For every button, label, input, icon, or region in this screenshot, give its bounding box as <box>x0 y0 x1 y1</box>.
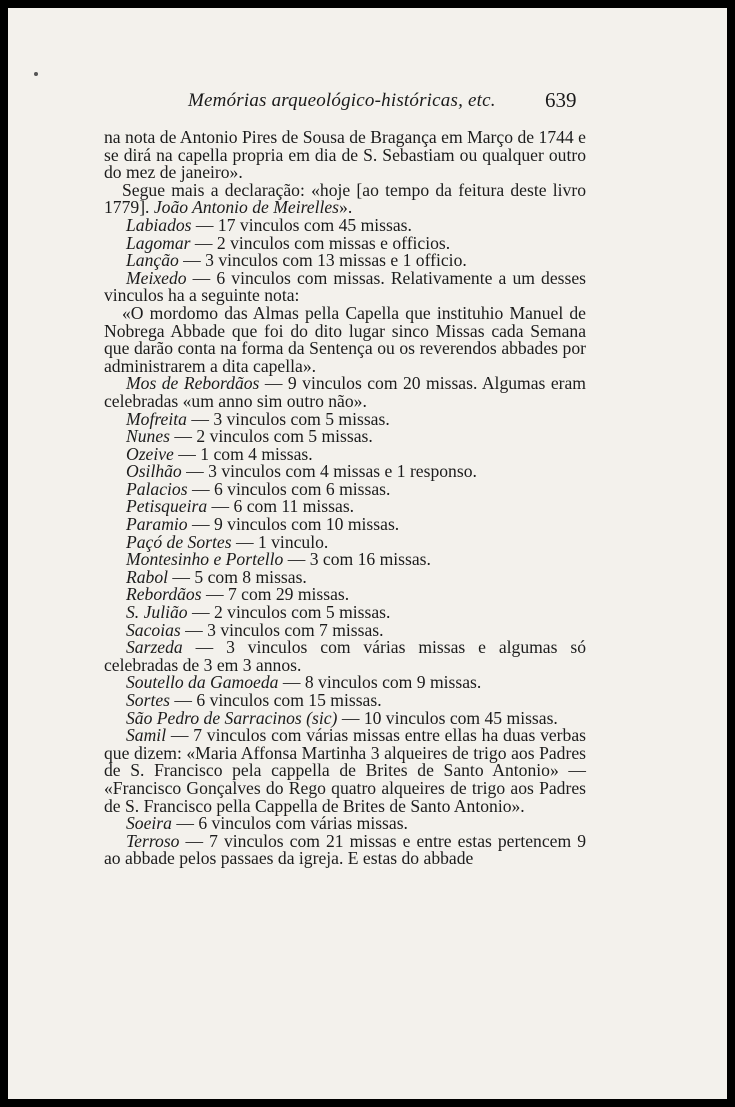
list-item: Lagomar — 2 vinculos com missas e officios. <box>126 232 451 253</box>
list-item: Soutello da Gamoeda — 8 vinculos com 9 missas. <box>126 672 482 693</box>
page-number: 639 <box>545 88 577 112</box>
running-title: Memórias arqueológico-históricas, etc. <box>188 90 496 111</box>
list-item: Paçó de Sortes — 1 vinculo. <box>126 531 329 552</box>
list-item: Terroso — 7 vinculos com 21 missas e entre estas pertencem 9 ao abbade pelos passaes da igreja. E estas do abbade <box>104 830 586 869</box>
list-item: Rebordãos — 7 com 29 missas. <box>126 584 350 605</box>
list-item: Osilhão — 3 vinculos com 4 missas e 1 responso. <box>126 461 477 482</box>
paragraph: Segue mais a declaração: «hoje [ao tempo da feitura deste livro 1779]. João Antonio de Meirelles». <box>104 179 586 218</box>
list-item: Paramio — 9 vinculos com 10 missas. <box>126 514 400 535</box>
list-item: Labiados — 17 vinculos com 45 missas. <box>126 214 412 235</box>
list-item: Montesinho e Portello — 3 com 16 missas. <box>126 549 431 570</box>
paragraph: na nota de Antonio Pires de Sousa de Bragança em Março de 1744 e se dirá na capella propria em dia de S. Sebastiam ou qualquer outro do mez de janeiro». <box>104 127 586 183</box>
list-item: São Pedro de Sarracinos (sic) — 10 vinculos com 45 missas. <box>126 707 558 728</box>
list-item: Petisqueira — 6 com 11 missas. <box>126 496 355 517</box>
list-item: Sortes — 6 vinculos com 15 missas. <box>126 690 382 710</box>
list-item: Ozeive — 1 com 4 missas. <box>126 443 313 464</box>
list-item: Nunes — 2 vinculos com 5 missas. <box>126 426 373 447</box>
list-item: Mos de Rebordãos — 9 vinculos com 20 missas. Algumas eram celebradas «um anno sim outro não». <box>104 373 586 411</box>
quotation: «O mordomo das Almas pella Capella que instituhio Manuel de Nobrega Abbade que foi do dito lugar sinco Missas cada Semana que darão conta na forma da Sentença ou os reverendos abbades por administrarem a dita capella». <box>104 302 586 376</box>
list-item: Lanção — 3 vinculos com 13 missas e 1 officio. <box>126 250 467 271</box>
list-item: S. Julião — 2 vinculos com 5 missas. <box>126 602 391 623</box>
list-item: Meixedo — 6 vinculos com missas. Relativamente a um desses vinculos ha a seguinte nota: <box>104 267 586 306</box>
list-item: Rabol — 5 com 8 missas. <box>126 566 307 587</box>
list-item: Mofreita — 3 vinculos com 5 missas. <box>126 408 390 429</box>
running-header <box>8 90 727 118</box>
page <box>8 8 727 1099</box>
body-text <box>104 129 586 868</box>
list-item: Sarzeda — 3 vinculos com várias missas e algumas só celebradas de 3 em 3 annos. <box>104 637 586 675</box>
speck <box>34 72 38 76</box>
list-item: Palacios — 6 vinculos com 6 missas. <box>126 478 391 499</box>
list-item: Sacoias — 3 vinculos com 7 missas. <box>126 619 384 640</box>
list-item: Soeira — 6 vinculos com várias missas. <box>126 813 408 834</box>
list-item: Samil — 7 vinculos com várias missas entre ellas ha duas verbas que dizem: «Maria Affonsa Martinha 3 alqueires de trigo aos Padres de S. Francisco pela cappella de Brites de Santo Antonio» — «Francisco Gonçalves do Rego quatro alqueires de trigo aos Padres de S. Francisco pella Cappella de Brites de Santo Antonio». <box>104 725 586 816</box>
